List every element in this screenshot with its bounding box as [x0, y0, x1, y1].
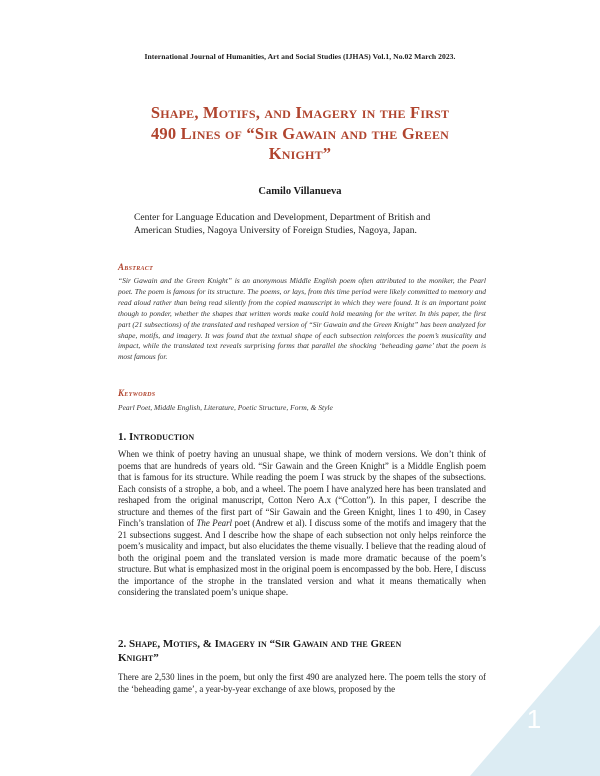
page-number: 1: [526, 704, 542, 734]
section-2-heading-line-2: Knight”: [118, 651, 159, 664]
journal-header: International Journal of Humanities, Art and Social Studies (IJHAS) Vol.1, No.02 March 2023.: [144, 52, 456, 61]
author-name: Camilo Villanueva: [258, 186, 342, 197]
author-affiliation: [134, 211, 484, 237]
title-line-2: 490 Lines of “Sir Gawain and the Green: [150, 123, 450, 143]
corner-decoration-shape: [470, 625, 600, 776]
section-1-paragraph: [118, 449, 486, 599]
corner-decoration: [470, 625, 600, 776]
abstract-text: “Sir Gawain and the Green Knight” is an anonymous Middle English poem often attributed to the moniker, the Pearl poet. The poem is famous for its structure. The poems, or lays, from this time period were likely committed to memory and read aloud rather than being read silently from the copied manuscript in which they were found. It is an important point though to ponder, whether the shapes that written words make could hold meaning for the writer. In this paper, the first part (21 subsections) of the translated and reshaped version of “Sir Gawain and the Green Knight” has been analyzed for shape, motifs, and imagery. It was found that the textual shape of each subsection reinforces the poem’s musicality and impact, while the translated text reveals surprising forms that parallel the shocking ‘beheading game’ that the poem is most famous for.: [118, 276, 486, 362]
section-1-text-b: poet (Andrew et al). I discuss some of the motifs and imagery that the 21 subsections suggest. And I describe how the shape of each subsection not only helps reinforce the poem’s musicality and impact, but also elucidates the theme visually. I believe that the reading aloud of both the original poem and the translated version is made more dramatic because of the poem’s structure. But what is emphasized most in the original poem is encompassed by the bob. Here, I discuss the importance of the strophe in the translated version and what it means thematically when considering the translated poem’s unique shape.: [118, 518, 487, 597]
section-2-heading: [118, 638, 488, 665]
abstract-heading: Abstract: [118, 262, 154, 272]
section-2-heading-line-1: 2. Shape, Motifs, & Imagery in “Sir Gawain and the Green: [118, 638, 402, 650]
title-line-3: Knight”: [268, 144, 332, 163]
section-1-italic-title: The Pearl: [196, 518, 233, 528]
paper-title: [110, 103, 490, 165]
title-line-1: Shape, Motifs, and Imagery in the First: [150, 103, 450, 122]
section-1-text-a: When we think of poetry having an unusual shape, we think of modern versions. We don’t think of poems that are hundreds of years old. “Sir Gawain and the Green Knight” is a Middle English poem that is famous for its structure. While reading the poem I was struck by the shapes of the subsections. Each consists of a strophe, a bob, and a wheel. The poem I have analyzed here has been translated and reshaped from the original manuscript, Cotton Nero A.x (“Cotton”). In this paper, I describe the structure and themes of the first part of “Sir Gawain and the Green Knight, lines 1 to 490, in Casey Finch’s translation of: [118, 449, 486, 528]
section-1-heading: 1. Introduction: [118, 431, 195, 443]
affiliation-line-2: American Studies, Nagoya University of Foreign Studies, Nagoya, Japan.: [134, 225, 417, 236]
affiliation-line-1: Center for Language Education and Development, Department of British and: [134, 212, 431, 223]
section-2-paragraph: There are 2,530 lines in the poem, but only the first 490 are analyzed here. The poem tells the story of the ‘beheading game’, a year-by-year exchange of axe blows, proposed by the: [118, 672, 486, 694]
keywords-text: Pearl Poet, Middle English, Literature, Poetic Structure, Form, & Style: [118, 403, 333, 412]
keywords-heading: Keywords: [118, 388, 156, 398]
